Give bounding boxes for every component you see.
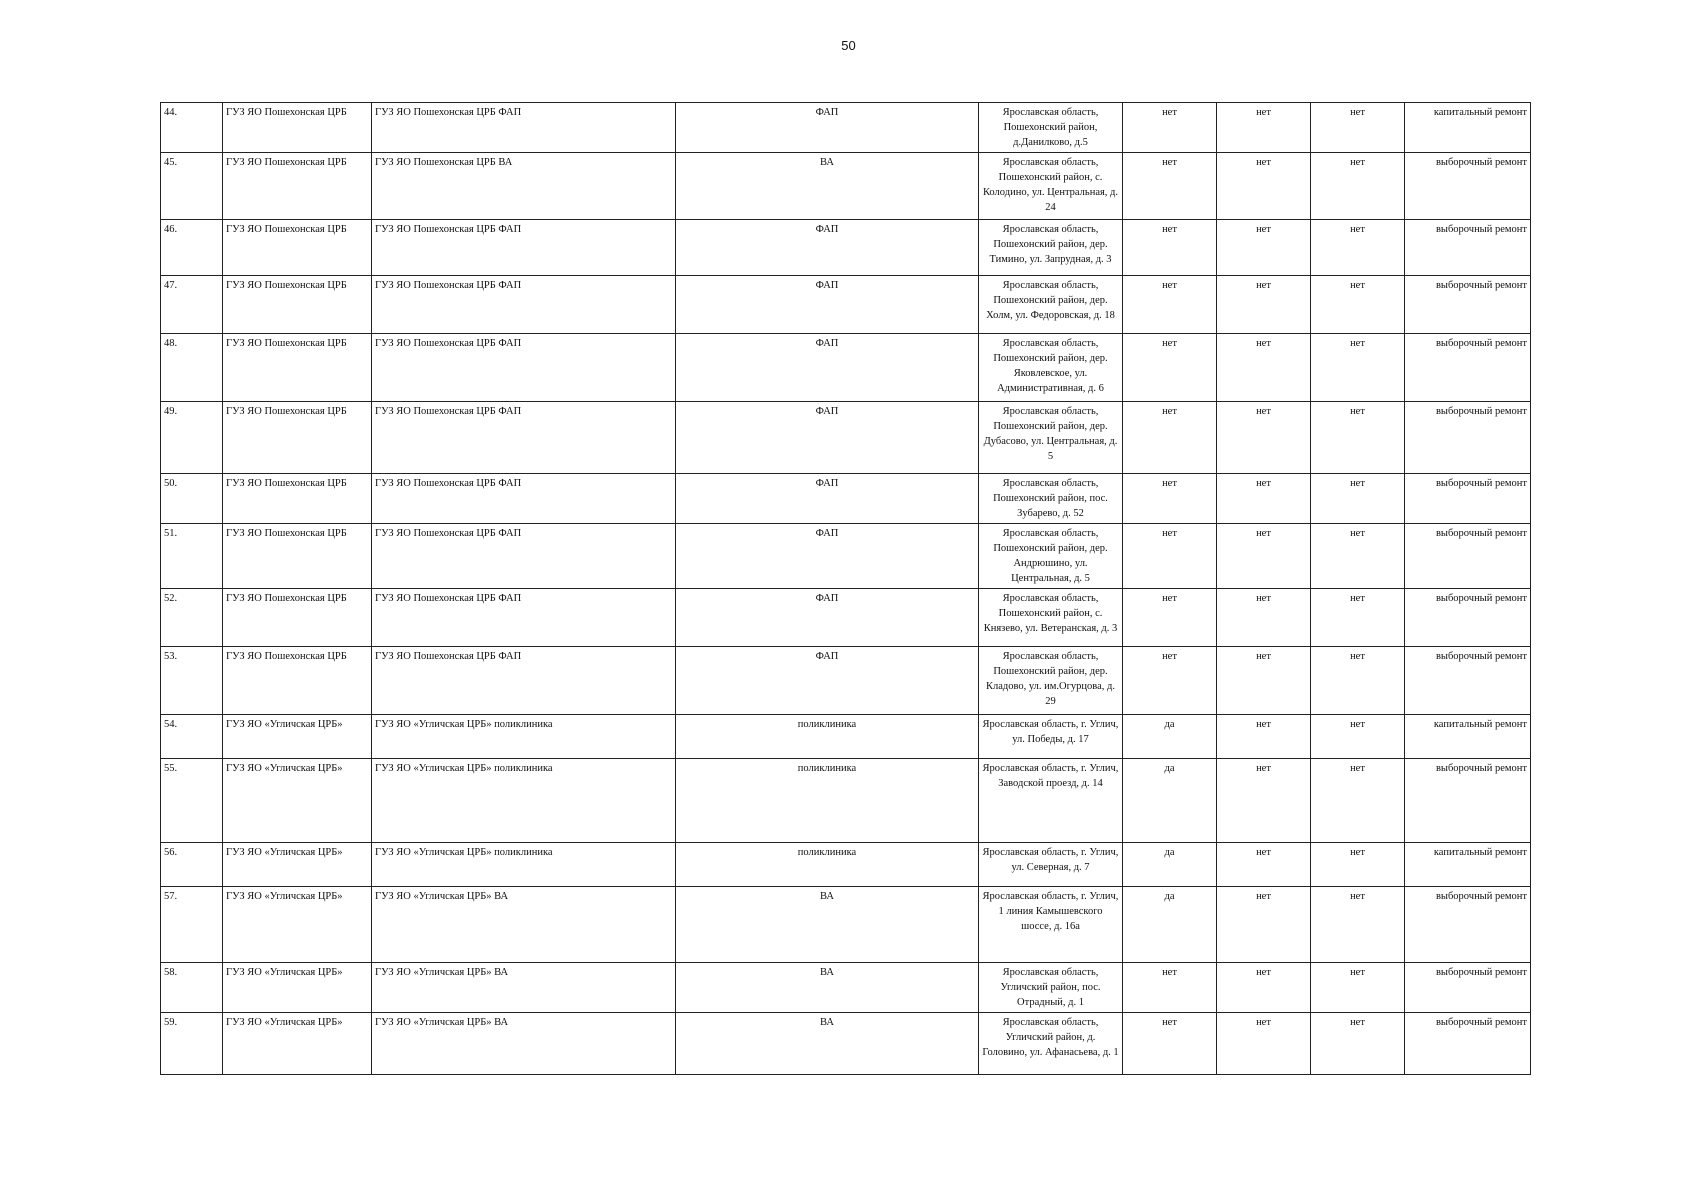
row-number: 53. [161, 647, 223, 715]
table-row [161, 334, 1531, 402]
table-row [161, 715, 1531, 759]
repair-type-cell: выборочный ремонт [1405, 759, 1531, 843]
criterion-1-cell: нет [1123, 647, 1217, 715]
criterion-2-cell: нет [1217, 402, 1311, 474]
facility-type-cell: ФАП [676, 589, 979, 647]
criterion-3-cell: нет [1311, 647, 1405, 715]
criterion-1-cell: нет [1123, 963, 1217, 1013]
table-row [161, 153, 1531, 220]
organization-cell: ГУЗ ЯО Пошехонская ЦРБ [223, 334, 372, 402]
address-cell: Ярославская область, Угличский район, пос. Отрадный, д. 1 [979, 963, 1123, 1013]
unit-cell: ГУЗ ЯО «Угличская ЦРБ» поликлиника [372, 843, 676, 887]
repair-type-cell: выборочный ремонт [1405, 887, 1531, 963]
criterion-3-cell: нет [1311, 524, 1405, 589]
address-cell: Ярославская область, г. Углич, 1 линия Камышевского шоссе, д. 16а [979, 887, 1123, 963]
organization-cell: ГУЗ ЯО «Угличская ЦРБ» [223, 963, 372, 1013]
criterion-3-cell: нет [1311, 887, 1405, 963]
criterion-3-cell: нет [1311, 474, 1405, 524]
table-row [161, 887, 1531, 963]
unit-cell: ГУЗ ЯО «Угличская ЦРБ» ВА [372, 887, 676, 963]
facility-type-cell: ФАП [676, 276, 979, 334]
unit-cell: ГУЗ ЯО Пошехонская ЦРБ ФАП [372, 474, 676, 524]
criterion-1-cell: нет [1123, 276, 1217, 334]
repair-type-cell: капитальный ремонт [1405, 103, 1531, 153]
criterion-2-cell: нет [1217, 276, 1311, 334]
table-row [161, 843, 1531, 887]
unit-cell: ГУЗ ЯО Пошехонская ЦРБ ФАП [372, 334, 676, 402]
unit-cell: ГУЗ ЯО Пошехонская ЦРБ ФАП [372, 589, 676, 647]
criterion-3-cell: нет [1311, 402, 1405, 474]
facility-type-cell: поликлиника [676, 759, 979, 843]
row-number: 45. [161, 153, 223, 220]
criterion-1-cell: нет [1123, 402, 1217, 474]
row-number: 57. [161, 887, 223, 963]
address-cell: Ярославская область, Пошехонский район, д.Данилково, д.5 [979, 103, 1123, 153]
criterion-2-cell: нет [1217, 759, 1311, 843]
facility-type-cell: ФАП [676, 334, 979, 402]
unit-cell: ГУЗ ЯО Пошехонская ЦРБ ФАП [372, 402, 676, 474]
criterion-3-cell: нет [1311, 1013, 1405, 1075]
facility-type-cell: ФАП [676, 103, 979, 153]
organization-cell: ГУЗ ЯО «Угличская ЦРБ» [223, 715, 372, 759]
repair-type-cell: выборочный ремонт [1405, 474, 1531, 524]
row-number: 48. [161, 334, 223, 402]
address-cell: Ярославская область, Пошехонский район, дер. Андрюшино, ул. Центральная, д. 5 [979, 524, 1123, 589]
row-number: 52. [161, 589, 223, 647]
criterion-2-cell: нет [1217, 1013, 1311, 1075]
criterion-2-cell: нет [1217, 103, 1311, 153]
address-cell: Ярославская область, Пошехонский район, с. Колодино, ул. Центральная, д. 24 [979, 153, 1123, 220]
criterion-3-cell: нет [1311, 715, 1405, 759]
address-cell: Ярославская область, Пошехонский район, дер. Яковлевское, ул. Административная, д. 6 [979, 334, 1123, 402]
row-number: 56. [161, 843, 223, 887]
organization-cell: ГУЗ ЯО «Угличская ЦРБ» [223, 887, 372, 963]
criterion-3-cell: нет [1311, 334, 1405, 402]
table-row [161, 1013, 1531, 1075]
facility-type-cell: ФАП [676, 474, 979, 524]
row-number: 46. [161, 220, 223, 276]
unit-cell: ГУЗ ЯО «Угличская ЦРБ» ВА [372, 963, 676, 1013]
organization-cell: ГУЗ ЯО Пошехонская ЦРБ [223, 103, 372, 153]
address-cell: Ярославская область, Пошехонский район, дер. Кладово, ул. им.Огурцова, д. 29 [979, 647, 1123, 715]
facility-type-cell: поликлиника [676, 715, 979, 759]
table-row [161, 103, 1531, 153]
criterion-3-cell: нет [1311, 759, 1405, 843]
repair-type-cell: выборочный ремонт [1405, 647, 1531, 715]
criterion-2-cell: нет [1217, 715, 1311, 759]
organization-cell: ГУЗ ЯО Пошехонская ЦРБ [223, 402, 372, 474]
facility-type-cell: ВА [676, 887, 979, 963]
table-row [161, 474, 1531, 524]
criterion-2-cell: нет [1217, 843, 1311, 887]
unit-cell: ГУЗ ЯО «Угличская ЦРБ» ВА [372, 1013, 676, 1075]
organization-cell: ГУЗ ЯО Пошехонская ЦРБ [223, 276, 372, 334]
repair-type-cell: выборочный ремонт [1405, 334, 1531, 402]
repair-type-cell: выборочный ремонт [1405, 524, 1531, 589]
repair-type-cell: выборочный ремонт [1405, 589, 1531, 647]
criterion-1-cell: да [1123, 843, 1217, 887]
row-number: 49. [161, 402, 223, 474]
criterion-2-cell: нет [1217, 887, 1311, 963]
criterion-2-cell: нет [1217, 589, 1311, 647]
unit-cell: ГУЗ ЯО Пошехонская ЦРБ ВА [372, 153, 676, 220]
table-row [161, 220, 1531, 276]
criterion-1-cell: нет [1123, 153, 1217, 220]
criterion-3-cell: нет [1311, 963, 1405, 1013]
criterion-1-cell: нет [1123, 474, 1217, 524]
criterion-3-cell: нет [1311, 153, 1405, 220]
repair-type-cell: выборочный ремонт [1405, 402, 1531, 474]
repair-type-cell: выборочный ремонт [1405, 153, 1531, 220]
address-cell: Ярославская область, Угличский район, д. Головино, ул. Афанасьева, д. 1 [979, 1013, 1123, 1075]
criterion-1-cell: нет [1123, 589, 1217, 647]
criterion-1-cell: да [1123, 759, 1217, 843]
criterion-3-cell: нет [1311, 843, 1405, 887]
table-row [161, 759, 1531, 843]
facility-type-cell: ВА [676, 963, 979, 1013]
repair-type-cell: выборочный ремонт [1405, 220, 1531, 276]
unit-cell: ГУЗ ЯО «Угличская ЦРБ» поликлиника [372, 759, 676, 843]
organization-cell: ГУЗ ЯО Пошехонская ЦРБ [223, 589, 372, 647]
unit-cell: ГУЗ ЯО Пошехонская ЦРБ ФАП [372, 103, 676, 153]
criterion-2-cell: нет [1217, 153, 1311, 220]
repair-type-cell: выборочный ремонт [1405, 963, 1531, 1013]
facility-type-cell: ФАП [676, 220, 979, 276]
unit-cell: ГУЗ ЯО «Угличская ЦРБ» поликлиника [372, 715, 676, 759]
organization-cell: ГУЗ ЯО Пошехонская ЦРБ [223, 153, 372, 220]
criterion-3-cell: нет [1311, 589, 1405, 647]
row-number: 50. [161, 474, 223, 524]
row-number: 51. [161, 524, 223, 589]
table-row [161, 963, 1531, 1013]
criterion-2-cell: нет [1217, 220, 1311, 276]
address-cell: Ярославская область, Пошехонский район, дер. Дубасово, ул. Центральная, д. 5 [979, 402, 1123, 474]
criterion-2-cell: нет [1217, 647, 1311, 715]
criterion-1-cell: да [1123, 715, 1217, 759]
address-cell: Ярославская область, г. Углич, Заводской проезд, д. 14 [979, 759, 1123, 843]
unit-cell: ГУЗ ЯО Пошехонская ЦРБ ФАП [372, 524, 676, 589]
unit-cell: ГУЗ ЯО Пошехонская ЦРБ ФАП [372, 276, 676, 334]
organization-cell: ГУЗ ЯО «Угличская ЦРБ» [223, 843, 372, 887]
unit-cell: ГУЗ ЯО Пошехонская ЦРБ ФАП [372, 220, 676, 276]
organization-cell: ГУЗ ЯО Пошехонская ЦРБ [223, 524, 372, 589]
criterion-1-cell: нет [1123, 524, 1217, 589]
table-row [161, 647, 1531, 715]
criterion-2-cell: нет [1217, 474, 1311, 524]
address-cell: Ярославская область, Пошехонский район, с. Князево, ул. Ветеранская, д. 3 [979, 589, 1123, 647]
organization-cell: ГУЗ ЯО «Угличская ЦРБ» [223, 759, 372, 843]
table-row [161, 276, 1531, 334]
criterion-3-cell: нет [1311, 276, 1405, 334]
address-cell: Ярославская область, Пошехонский район, пос. Зубарево, д. 52 [979, 474, 1123, 524]
criterion-1-cell: нет [1123, 220, 1217, 276]
organization-cell: ГУЗ ЯО Пошехонская ЦРБ [223, 647, 372, 715]
organization-cell: ГУЗ ЯО «Угличская ЦРБ» [223, 1013, 372, 1075]
table-row [161, 524, 1531, 589]
page-number: 50 [841, 38, 856, 53]
facility-type-cell: ВА [676, 153, 979, 220]
repair-type-cell: капитальный ремонт [1405, 715, 1531, 759]
facility-type-cell: ВА [676, 1013, 979, 1075]
row-number: 47. [161, 276, 223, 334]
facility-type-cell: ФАП [676, 402, 979, 474]
address-cell: Ярославская область, Пошехонский район, дер. Холм, ул. Федоровская, д. 18 [979, 276, 1123, 334]
address-cell: Ярославская область, г. Углич, ул. Победы, д. 17 [979, 715, 1123, 759]
criterion-3-cell: нет [1311, 103, 1405, 153]
criterion-2-cell: нет [1217, 524, 1311, 589]
criterion-1-cell: нет [1123, 103, 1217, 153]
table-row [161, 402, 1531, 474]
row-number: 54. [161, 715, 223, 759]
criterion-3-cell: нет [1311, 220, 1405, 276]
unit-cell: ГУЗ ЯО Пошехонская ЦРБ ФАП [372, 647, 676, 715]
row-number: 55. [161, 759, 223, 843]
facility-type-cell: поликлиника [676, 843, 979, 887]
repair-type-cell: выборочный ремонт [1405, 1013, 1531, 1075]
repair-type-cell: выборочный ремонт [1405, 276, 1531, 334]
criterion-1-cell: нет [1123, 1013, 1217, 1075]
facility-type-cell: ФАП [676, 647, 979, 715]
row-number: 58. [161, 963, 223, 1013]
criterion-2-cell: нет [1217, 963, 1311, 1013]
criterion-1-cell: да [1123, 887, 1217, 963]
criterion-1-cell: нет [1123, 334, 1217, 402]
repair-type-cell: капитальный ремонт [1405, 843, 1531, 887]
address-cell: Ярославская область, г. Углич, ул. Северная, д. 7 [979, 843, 1123, 887]
facilities-table [160, 102, 1531, 1075]
organization-cell: ГУЗ ЯО Пошехонская ЦРБ [223, 474, 372, 524]
facility-type-cell: ФАП [676, 524, 979, 589]
criterion-2-cell: нет [1217, 334, 1311, 402]
row-number: 59. [161, 1013, 223, 1075]
address-cell: Ярославская область, Пошехонский район, дер. Тимино, ул. Запрудная, д. 3 [979, 220, 1123, 276]
row-number: 44. [161, 103, 223, 153]
table-row [161, 589, 1531, 647]
organization-cell: ГУЗ ЯО Пошехонская ЦРБ [223, 220, 372, 276]
